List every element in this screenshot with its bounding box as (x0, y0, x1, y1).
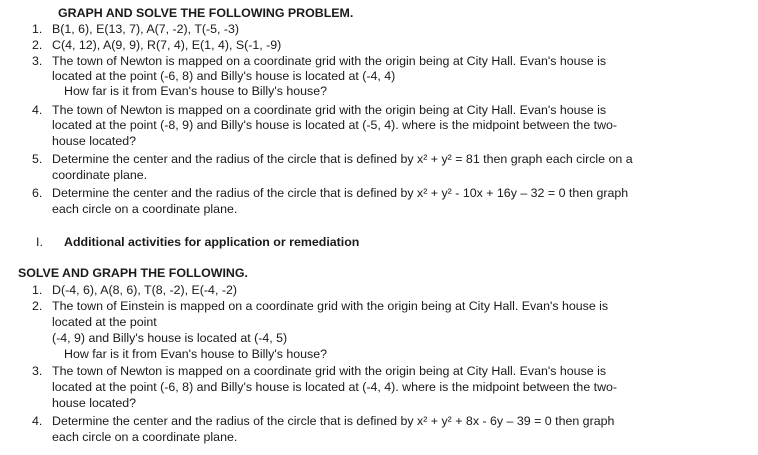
item-number: 3. (32, 54, 43, 68)
problem-line: (-4, 9) and Billy's house is located at (-4, 5) (52, 331, 288, 345)
item-number: 5. (32, 152, 43, 166)
item-number: 6. (32, 186, 43, 200)
section1-heading: GRAPH AND SOLVE THE FOLLOWING PROBLEM. (58, 6, 354, 20)
problem-line: coordinate plane. (52, 168, 148, 182)
problem-line: The town of Newton is mapped on a coordinate grid with the origin being at City Hall. Evan's house is (52, 54, 607, 68)
item-number: 3. (32, 364, 43, 378)
item-number: 1. (32, 283, 43, 297)
item-number: 4. (32, 414, 43, 428)
problem-line: each circle on a coordinate plane. (52, 430, 238, 444)
section-label: Additional activities for application or remediation (64, 235, 360, 249)
problem-line: each circle on a coordinate plane. (52, 202, 238, 216)
problem-line: How far is it from Evan's house to Billy's house? (64, 84, 327, 98)
item-number: 2. (32, 38, 43, 52)
problem-line: Determine the center and the radius of the circle that is defined by x² + y² - 10x + 16y – 32 = 0 then graph (52, 186, 629, 200)
problem-line: located at the point (52, 315, 157, 329)
problem-line: located at the point (-6, 8) and Billy's house is located at (-4, 4) (52, 69, 396, 83)
problem-line: house located? (52, 134, 137, 148)
problem-line: B(1, 6), E(13, 7), A(7, -2), T(-5, -3) (52, 22, 240, 36)
problem-line: The town of Einstein is mapped on a coordinate grid with the origin being at City Hall. Evan's house is (52, 299, 609, 313)
item-number: 4. (32, 103, 43, 117)
problem-line: The town of Newton is mapped on a coordinate grid with the origin being at City Hall. Evan's house is (52, 103, 607, 117)
problem-line: The town of Newton is mapped on a coordinate grid with the origin being at City Hall. Evan's house is (52, 364, 607, 378)
section-label-number: I. (36, 235, 43, 249)
problem-line: C(4, 12), A(9, 9), R(7, 4), E(1, 4), S(-1, -9) (52, 38, 282, 52)
item-number: 1. (32, 22, 43, 36)
problem-line: Determine the center and the radius of the circle that is defined by x² + y² + 8x - 6y – 39 = 0 then graph (52, 414, 615, 428)
problem-line: located at the point (-6, 8) and Billy's house is located at (-4, 4). where is the midpoint between the two- (52, 380, 618, 394)
problem-line: located at the point (-8, 9) and Billy's house is located at (-5, 4). where is the midpoint between the two- (52, 118, 618, 132)
problem-line: D(-4, 6), A(8, 6), T(8, -2), E(-4, -2) (52, 283, 237, 297)
problem-line: house located? (52, 396, 137, 410)
item-number: 2. (32, 299, 43, 313)
section2-heading: SOLVE AND GRAPH THE FOLLOWING. (18, 266, 248, 280)
problem-line: How far is it from Evan's house to Billy's house? (64, 347, 327, 361)
problem-line: Determine the center and the radius of the circle that is defined by x² + y² = 81 then graph each circle on a (52, 152, 633, 166)
